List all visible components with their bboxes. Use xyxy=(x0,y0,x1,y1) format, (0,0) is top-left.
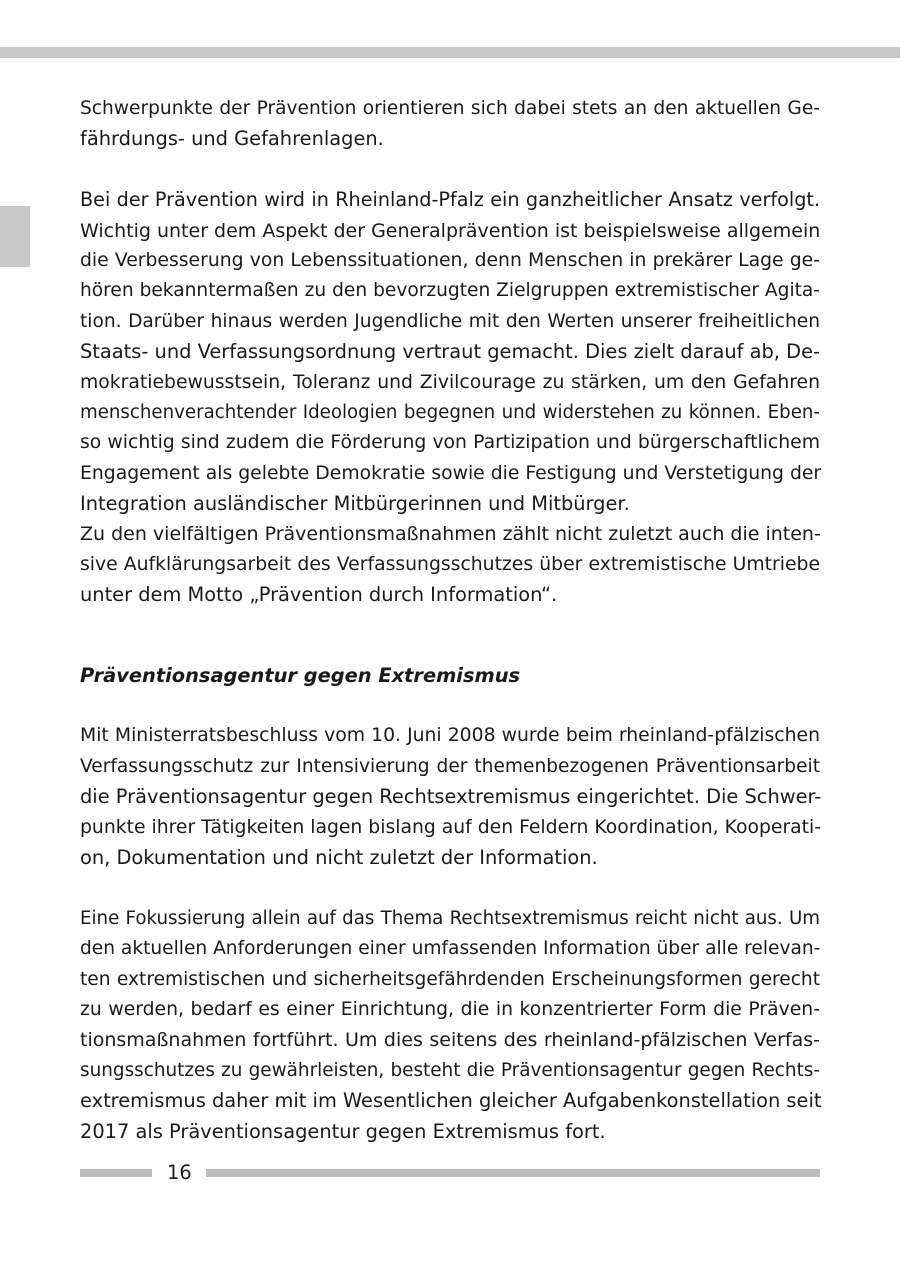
text-line: fährdungs- und Gefahrenlagen. xyxy=(80,127,384,151)
text-line: tionsmaßnahmen fortführt. Um dies seitens des rheinland-pfälzischen Verfas- xyxy=(80,1029,820,1052)
page-content xyxy=(80,94,820,1147)
text-line: mokratiebewusstsein, Toleranz und Zivilcourage zu stärken, um den Gefahren xyxy=(80,371,820,393)
text-line: Bei der Prävention wird in Rheinland-Pfalz ein ganzheitlicher Ansatz verfolgt. xyxy=(80,188,820,212)
text-line: Staats- und Verfassungsordnung vertraut gemacht. Dies zielt darauf ab, De- xyxy=(80,340,820,364)
paragraph-4 xyxy=(80,721,820,873)
text-line: menschenverachtender Ideologien begegnen und widerstehen zu können. Eben- xyxy=(80,401,820,423)
section-heading: Präventionsagentur gegen Extremismus xyxy=(80,663,521,687)
text-line: Schwerpunkte der Prävention orientieren sich dabei stets an den aktuellen Ge- xyxy=(80,98,820,119)
paragraph-1 xyxy=(80,94,820,155)
text-line: unter dem Motto „Prävention durch Information“. xyxy=(80,583,558,607)
text-line: Zu den vielfältigen Präventionsmaßnahmen zählt nicht zuletzt auch die inten- xyxy=(80,523,821,546)
paragraph-5 xyxy=(80,904,820,1147)
paragraph-gap xyxy=(80,691,820,721)
text-line: Integration ausländischer Mitbürgerinnen und Mitbürger. xyxy=(80,492,630,516)
footer-rule-left xyxy=(80,1169,152,1177)
text-line: punkte ihrer Tätigkeiten lagen bislang auf den Feldern Koordination, Kooperati- xyxy=(80,816,822,838)
text-line: den aktuellen Anforderungen einer umfassenden Information über alle relevan- xyxy=(80,938,821,960)
footer-rule-right xyxy=(206,1169,820,1177)
text-line: extremismus daher mit im Wesentlichen gleicher Aufgabenkonstellation seit xyxy=(80,1089,822,1113)
page-number: 16 xyxy=(167,1161,192,1184)
paragraph-gap xyxy=(80,873,820,903)
text-line: Engagement als gelebte Demokratie sowie die Festigung und Verstetigung der xyxy=(80,462,822,484)
text-line: 2017 als Präventionsagentur gegen Extremismus fort. xyxy=(80,1119,606,1143)
page-footer xyxy=(80,1158,820,1188)
side-tab-marker xyxy=(0,206,30,267)
text-line: ten extremistischen und sicherheitsgefährdenden Erscheinungsformen gerecht xyxy=(80,968,820,990)
text-line: tion. Darüber hinaus werden Jugendliche mit den Werten unserer freiheitlichen xyxy=(80,310,820,332)
section-gap xyxy=(80,611,820,661)
text-line: Verfassungsschutz zur Intensivierung der themenbezogenen Präventionsarbeit xyxy=(80,755,820,777)
text-line: so wichtig sind zudem die Förderung von Partizipation und bürgerschaftlichem xyxy=(80,432,820,454)
top-rule xyxy=(0,47,900,58)
text-line: sungsschutzes zu gewährleisten, besteht die Präventionsagentur gegen Rechts- xyxy=(80,1059,820,1081)
text-line: zu werden, bedarf es einer Einrichtung, die in konzentrierter Form die Präven- xyxy=(80,998,820,1020)
text-line: sive Aufklärungsarbeit des Verfassungsschutzes über extremistische Umtriebe xyxy=(80,553,820,575)
text-line: Eine Fokussierung allein auf das Thema Rechtsextremismus reicht nicht aus. Um xyxy=(80,907,820,929)
text-line: on, Dokumentation und nicht zuletzt der Information. xyxy=(80,845,598,869)
paragraph-gap xyxy=(80,155,820,185)
paragraph-3 xyxy=(80,519,820,610)
text-line: hören bekanntermaßen zu den bevorzugten Zielgruppen extremistischer Agita- xyxy=(80,280,820,302)
text-line: die Verbesserung von Lebenssituationen, denn Menschen in prekärer Lage ge- xyxy=(80,249,820,271)
paragraph-2 xyxy=(80,185,820,519)
text-line: Mit Ministerratsbeschluss vom 10. Juni 2008 wurde beim rheinland-pfälzischen xyxy=(80,725,820,747)
text-line: Wichtig unter dem Aspekt der Generalprävention ist beispielsweise allgemein xyxy=(80,219,821,242)
text-line: die Präventionsagentur gegen Rechtsextremismus eingerichtet. Die Schwer- xyxy=(80,785,822,809)
